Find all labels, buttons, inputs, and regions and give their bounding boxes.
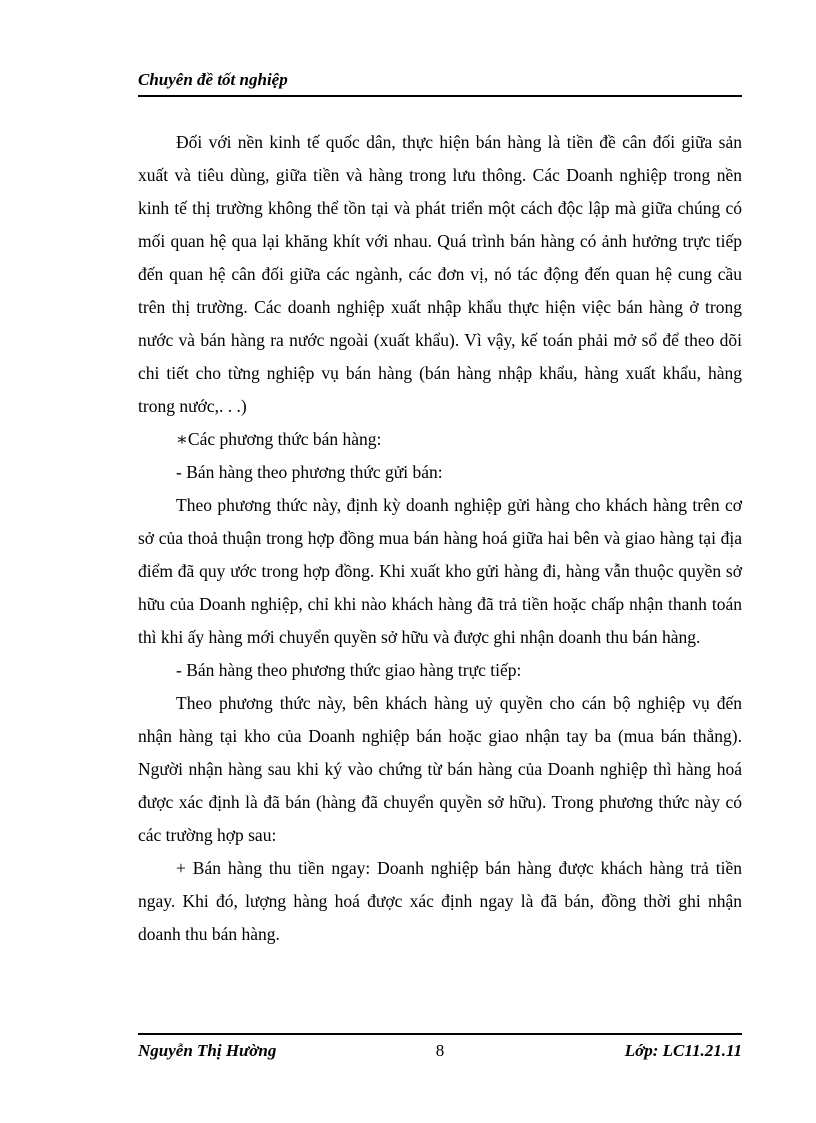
paragraph: Theo phương thức này, định kỳ doanh nghiệp gửi hàng cho khách hàng trên cơ sở của thoả thuận trong hợp đồng mua bán hàng hoá giữa hai bên và giao hàng tại địa điểm đã quy ước trong hợp đồng. Khi xuất kho gửi hàng đi, hàng vẫn thuộc quyền sở hữu của Doanh nghiệp, chỉ khi nào khách hàng đã trả tiền hoặc chấp nhận thanh toán thì khi ấy hàng mới chuyển quyền sở hữu và được ghi nhận doanh thu bán hàng. <box>138 495 742 647</box>
paragraph: - Bán hàng theo phương thức giao hàng trực tiếp: <box>176 660 522 680</box>
page-header <box>138 70 742 97</box>
footer-author: Nguyễn Thị Hường <box>138 1041 277 1060</box>
paragraph: + Bán hàng thu tiền ngay: Doanh nghiệp bán hàng được khách hàng trả tiền ngay. Khi đó, lượng hàng hoá được xác định ngay là đã bán, đồng thời ghi nhận doanh thu bán hàng. <box>138 858 742 944</box>
page-footer <box>138 1033 742 1065</box>
paragraph: - Bán hàng theo phương thức gửi bán: <box>176 462 443 482</box>
paragraph: ∗Các phương thức bán hàng: <box>176 429 382 449</box>
document-body <box>138 126 742 951</box>
footer-class: Lớp: LC11.21.11 <box>624 1041 742 1060</box>
header-title: Chuyên đề tốt nghiệp <box>138 70 288 89</box>
paragraph: Đối với nền kinh tế quốc dân, thực hiện bán hàng là tiền đề cân đối giữa sản xuất và tiêu dùng, giữa tiền và hàng trong lưu thông. Các Doanh nghiệp trong nền kinh tế thị trường không thể tồn tại và phát triển một cách độc lập mà giữa chúng có mối quan hệ qua lại khăng khít với nhau. Quá trình bán hàng có ảnh hưởng trực tiếp đến quan hệ cân đối giữa các ngành, các đơn vị, nó tác động đến quan hệ cung cầu trên thị trường. Các doanh nghiệp xuất nhập khẩu thực hiện việc bán hàng ở trong nước và bán hàng ra nước ngoài (xuất khẩu). Vì vậy, kế toán phải mở sổ để theo dõi chi tiết cho từng nghiệp vụ bán hàng (bán hàng nhập khẩu, hàng xuất khẩu, hàng trong nước,. . .) <box>138 132 742 416</box>
footer-page-number: 8 <box>435 1041 445 1060</box>
paragraph: Theo phương thức này, bên khách hàng uỷ quyền cho cán bộ nghiệp vụ đến nhận hàng tại kho của Doanh nghiệp bán hoặc giao nhận tay ba (mua bán thẳng). Người nhận hàng sau khi ký vào chứng từ bán hàng của Doanh nghiệp thì hàng hoá được xác định là đã bán (hàng đã chuyển quyền sở hữu). Trong phương thức này có các trường hợp sau: <box>138 693 742 845</box>
